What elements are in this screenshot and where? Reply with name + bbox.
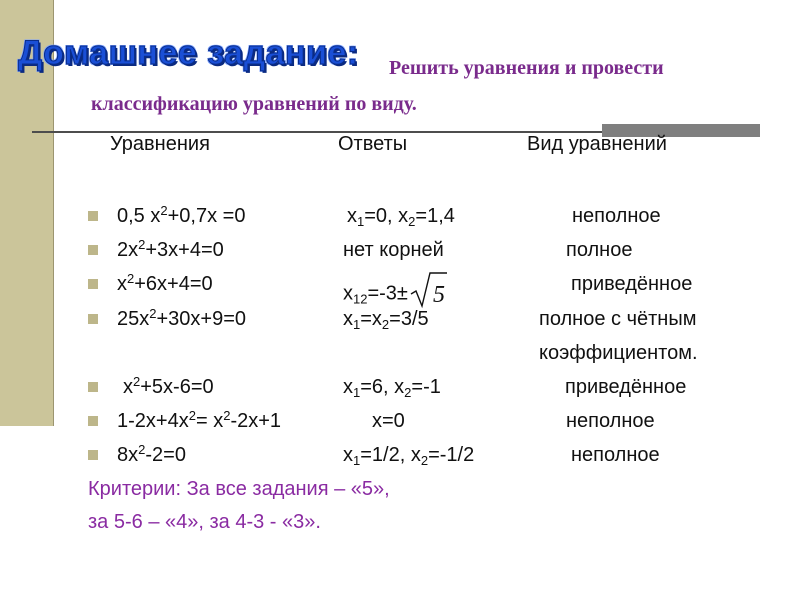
equation-text: $1-2x+4x^2= x^2-2x+1$: [117, 408, 282, 432]
answer-text: нет корней: [343, 239, 444, 261]
answer-text: $x_{12}=-3\pm$ 5: [343, 270, 448, 318]
equation-type: неполное: [566, 410, 655, 432]
equation-text: $8x^2-2=0$: [117, 442, 186, 466]
bullet-icon: [88, 211, 98, 221]
equation-text: $25x^2+30x+9=0$: [117, 306, 247, 330]
bullet-icon: [88, 245, 98, 255]
equation-text: $2x^2+3x+4=0$: [117, 237, 224, 261]
radicand-text: 5: [432, 282, 445, 308]
equation-text: $x^2+6x+4=0$: [117, 271, 213, 295]
equation-text: 0,5 $x^2+0,7x =0$: [117, 203, 246, 227]
equation-type: приведённое: [565, 376, 687, 398]
equation-row: [0, 236, 800, 270]
equation-row: [0, 270, 800, 308]
equation-type: полное: [566, 239, 633, 261]
criteria-line-2: за 5-6 – «4», за 4-3 - «3».: [88, 511, 321, 533]
answer-text: $x_1=0$, $x_2=1,4$: [347, 205, 455, 229]
equation-row: [0, 305, 800, 364]
equation-type: полное с чётным: [539, 308, 697, 330]
bullet-icon: [88, 279, 98, 289]
header-type: Вид уравнений: [527, 133, 667, 155]
task-text: Решить уравнения и провести классификацию уравнений по виду.: [91, 57, 664, 115]
header-answers: Ответы: [338, 133, 408, 155]
bullet-icon: [88, 416, 98, 426]
bullet-icon: [88, 314, 98, 324]
homework-title: Домашнее задание:: [18, 34, 359, 72]
equation-type-continued: коэффициентом.: [539, 342, 698, 364]
criteria-line-1: Критерии: За все задания – «5»,: [88, 478, 390, 500]
header-equations: Уравнения: [110, 133, 210, 155]
equation-row: [0, 407, 800, 441]
equation-row: [0, 441, 800, 475]
equation-row: [0, 373, 800, 407]
equation-type: неполное: [571, 444, 660, 466]
answer-text: x=0: [372, 410, 405, 432]
equation-type: приведённое: [571, 273, 693, 295]
bullet-icon: [88, 450, 98, 460]
equation-type: неполное: [572, 205, 661, 227]
equation-text: $x^2+5x-6=0$: [123, 374, 214, 398]
equation-row: [0, 202, 800, 236]
bullet-icon: [88, 382, 98, 392]
answer-text: $x_1=1/2$, $x_2=-1/2$: [343, 444, 475, 468]
answer-text: $x_1=6$, $x_2=-1$: [343, 376, 441, 400]
answer-text: $x_1=x_2=3/5$: [343, 308, 429, 332]
